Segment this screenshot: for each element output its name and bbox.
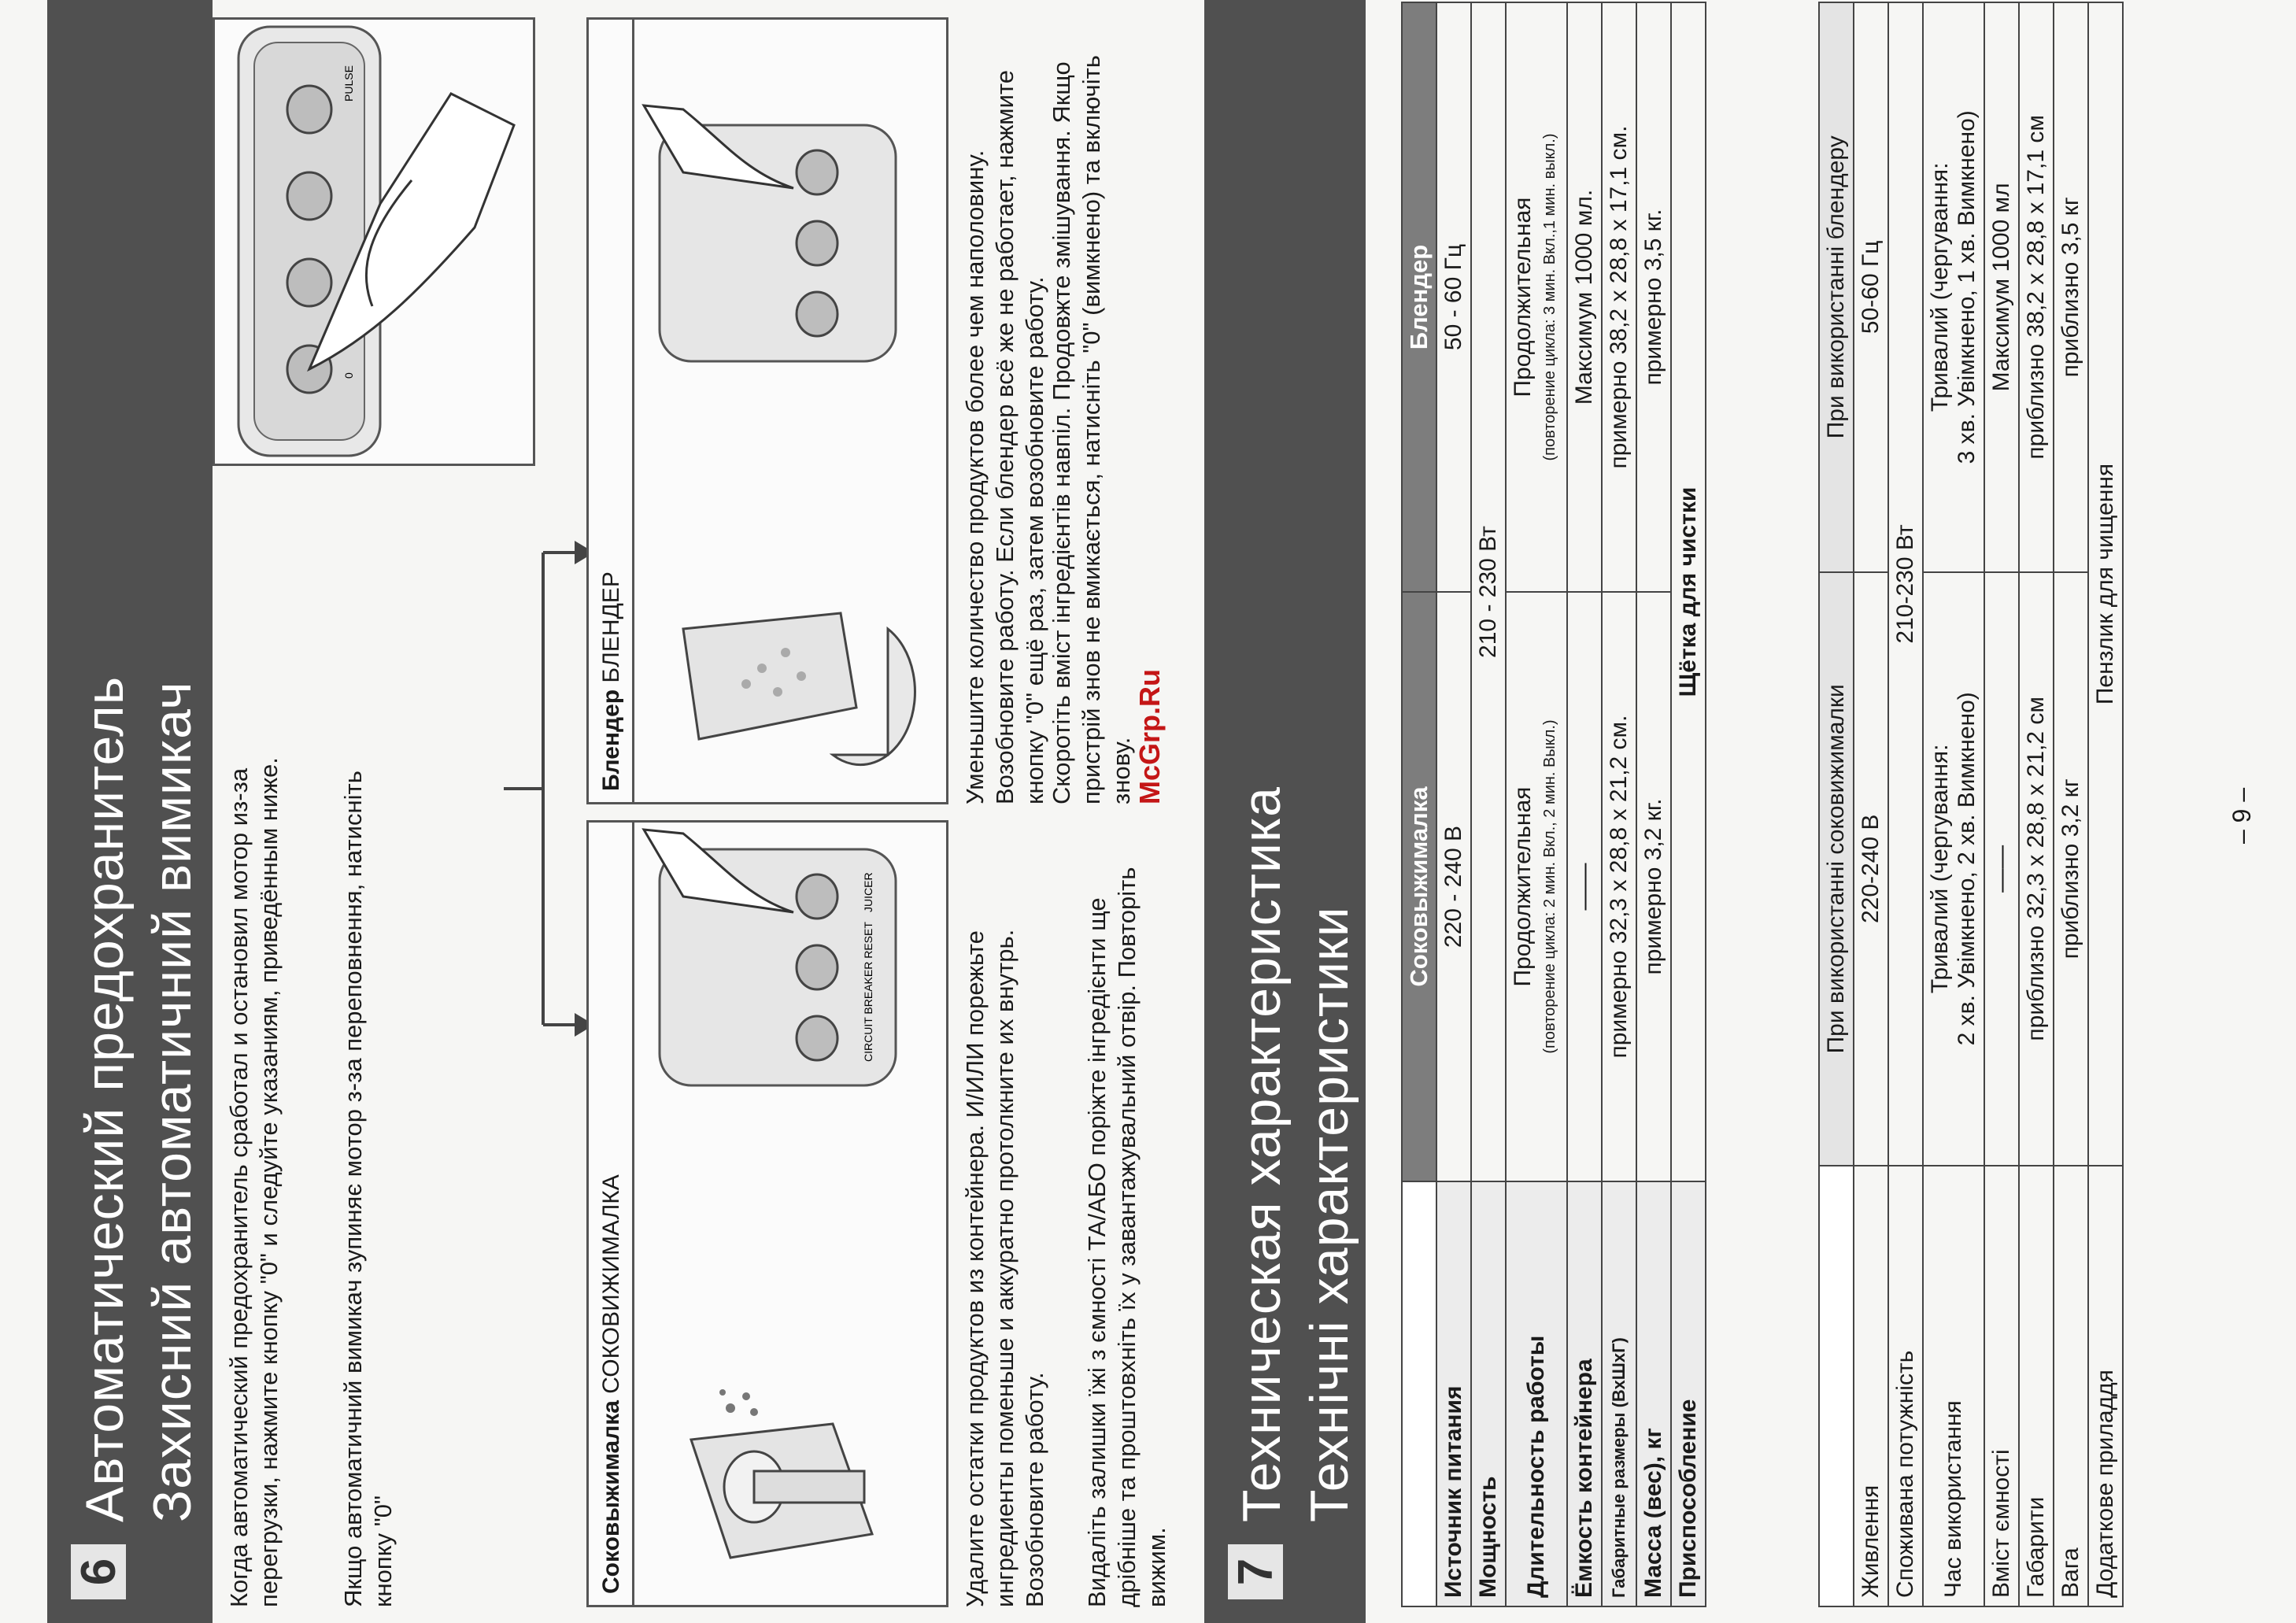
section-7-number: 7 — [1228, 1544, 1283, 1599]
cell-value: 220-240 В — [1854, 572, 1888, 1166]
section-6-text-ua: Якщо автоматичний вимикач зупиняє мотор з-за переповнення, натисніть кнопку "0" — [339, 771, 397, 1607]
cell-value: примерно 3,2 кг. — [1636, 592, 1671, 1181]
juicer-panel — [586, 820, 948, 1607]
cell-value: приблизно 3,5 кг — [2054, 2, 2088, 572]
duration-juicer: Продолжительная — [1510, 786, 1536, 987]
cell-value: Щётка для чистки — [1671, 2, 1706, 1181]
cell-value — [1506, 2, 1567, 592]
blender-text-ua: Скоротіть вміст інгредієнтів навпіл. Продовжте змішування. Якщо пристрій знов не вмикається, натисніть "0" (вимкнено) та включіть знову. — [1048, 55, 1135, 804]
duration-blender: Продолжительная — [1510, 197, 1536, 397]
cell-value: 50 - 60 Гц — [1436, 2, 1471, 592]
cell-value: Максимум 1000 мл. — [1567, 2, 1602, 592]
row-label: Додаткове приладдя — [2088, 1166, 2123, 1606]
cell-value: 210-230 Вт — [1888, 2, 1923, 1166]
svg-text:JUICER: JUICER — [862, 872, 874, 912]
cell-value: Максимум 1000 мл — [1984, 2, 2019, 572]
cell-value: —— — [1984, 572, 2019, 1166]
row-label: Вага — [2054, 1166, 2088, 1606]
cell-value: примерно 32,3 x 28,8 x 21,2 см. — [1602, 592, 1636, 1181]
cell-value — [1923, 572, 1984, 1166]
blender-illustration — [636, 20, 946, 802]
blender-panel — [586, 17, 948, 804]
section-7-title-ru: Техническая характеристика — [1232, 786, 1292, 1522]
cell-value — [1506, 592, 1567, 1181]
juicer-illustration — [636, 823, 946, 1605]
usage-juicer-line1: Тривалий (чергування: — [1927, 744, 1953, 994]
row-label: Вміст ємності — [1984, 1166, 2019, 1606]
juicer-panel-title-bold: Соковыжималка — [598, 1400, 624, 1594]
cell-value: 210 - 230 Вт — [1471, 2, 1506, 1181]
cell-value: примерно 3,5 кг. — [1636, 2, 1671, 592]
row-label: Ёмкость контейнера — [1567, 1181, 1602, 1606]
row-label: Длительность работы — [1506, 1181, 1567, 1606]
cell-value: приблизно 38,2 x 28,8 x 17,1 см — [2019, 2, 2054, 572]
svg-text:PULSE: PULSE — [342, 65, 355, 102]
row-label: Живлення — [1854, 1166, 1888, 1606]
row-label: Час використання — [1923, 1166, 1984, 1606]
section-7-header — [1204, 0, 1366, 1623]
juicer-text-ru: Удалите остатки продуктов из контейнера. И/ИЛИ порежьте ингредиенты поменьше и аккуратно протолкните их внутрь. Возобновите работу. — [961, 929, 1048, 1607]
usage-juicer-line2: 2 хв. Увімкнено, 2 хв. Вимкнено) — [1954, 692, 1980, 1046]
blender-panel-title-bold: Блендер — [598, 689, 624, 791]
blender-panel-title-rest: БЛЕНДЕР — [598, 571, 624, 683]
row-label: Габарити — [2019, 1166, 2054, 1606]
duration-blender-note: (повторение цикла: 3 мин. Вкл.,1 мин. выкл.) — [1541, 133, 1558, 461]
col-juicer-ru: Соковыжималка — [1402, 592, 1436, 1181]
usage-blender-line1: Тривалий (чергування: — [1927, 162, 1953, 412]
section-7-title-ua: Технічні характеристики — [1300, 906, 1359, 1522]
col-blender-ru: Блендер — [1402, 2, 1436, 592]
section-6-text-ru: Когда автоматический предохранитель сработал и остановил мотор из-за перегрузки, нажмите кнопку "0" и следуйте указаниям, приведённым ниже. — [225, 757, 283, 1607]
cell-value: —— — [1567, 592, 1602, 1181]
juicer-text-ua: Видаліть залишки їжі з ємності ТА/АБО поріжте інгредієнти ще дрібніше та проштовхніть їх у завантажувальний отвір. Повторіть вижим. — [1083, 867, 1170, 1607]
duration-juicer-note: (повторение цикла: 2 мин. Вкл., 2 мин. Выкл.) — [1541, 719, 1558, 1054]
col-blender-ua: При використанні блендеру — [1819, 2, 1854, 572]
svg-text:CIRCUIT BREAKER RESET: CIRCUIT BREAKER RESET — [862, 922, 874, 1062]
cell-value: приблизно 32,3 x 28,8 x 21,2 см — [2019, 572, 2054, 1166]
cell-value — [1923, 2, 1984, 572]
control-panel-drawing — [215, 20, 533, 464]
svg-text:0: 0 — [342, 372, 355, 379]
control-panel-illustration — [213, 17, 535, 466]
page-number: – 9 – — [2228, 787, 2256, 844]
section-6-header — [47, 0, 213, 1623]
branch-arrows — [504, 505, 598, 1072]
usage-blender-line2: 3 хв. Увімкнено, 1 хв. Вимкнено) — [1954, 110, 1980, 464]
cell-value: приблизно 3,2 кг — [2054, 572, 2088, 1166]
cell-value: 50-60 Гц — [1854, 2, 1888, 572]
row-label: Споживана потужність — [1888, 1166, 1923, 1606]
blender-text-ru: Уменьшите количество продуктов более чем наполовину. Возобновите работу. Если блендер всё же не работает, нажмите кнопку "0" ещё раз, затем возобновите работу. — [961, 69, 1048, 804]
section-6-title-ua: Захисний автоматичний вимикач — [142, 681, 202, 1522]
row-label: Приспособление — [1671, 1181, 1706, 1606]
section-6-number: 6 — [71, 1544, 126, 1599]
spec-table-ru — [1401, 2, 1706, 1607]
cell-value: 220 - 240 В — [1436, 592, 1471, 1181]
watermark: McGrp.Ru — [1133, 668, 1166, 804]
col-juicer-ua: При використанні соковижималки — [1819, 572, 1854, 1166]
cell-value: Пензлик для чищення — [2088, 2, 2123, 1166]
row-label: Мощность — [1471, 1181, 1506, 1606]
juicer-panel-title-rest: СОКОВИЖИМАЛКА — [598, 1174, 624, 1394]
row-label: Источник питания — [1436, 1181, 1471, 1606]
row-label: Габаритные размеры (ВхШхГ) — [1602, 1181, 1636, 1606]
cell-value: примерно 38,2 x 28,8 x 17,1 см. — [1602, 2, 1636, 592]
row-label: Масса (вес), кг — [1636, 1181, 1671, 1606]
spec-table-ua — [1818, 2, 2124, 1607]
section-6-title-ru: Автоматический предохранитель — [75, 675, 135, 1522]
